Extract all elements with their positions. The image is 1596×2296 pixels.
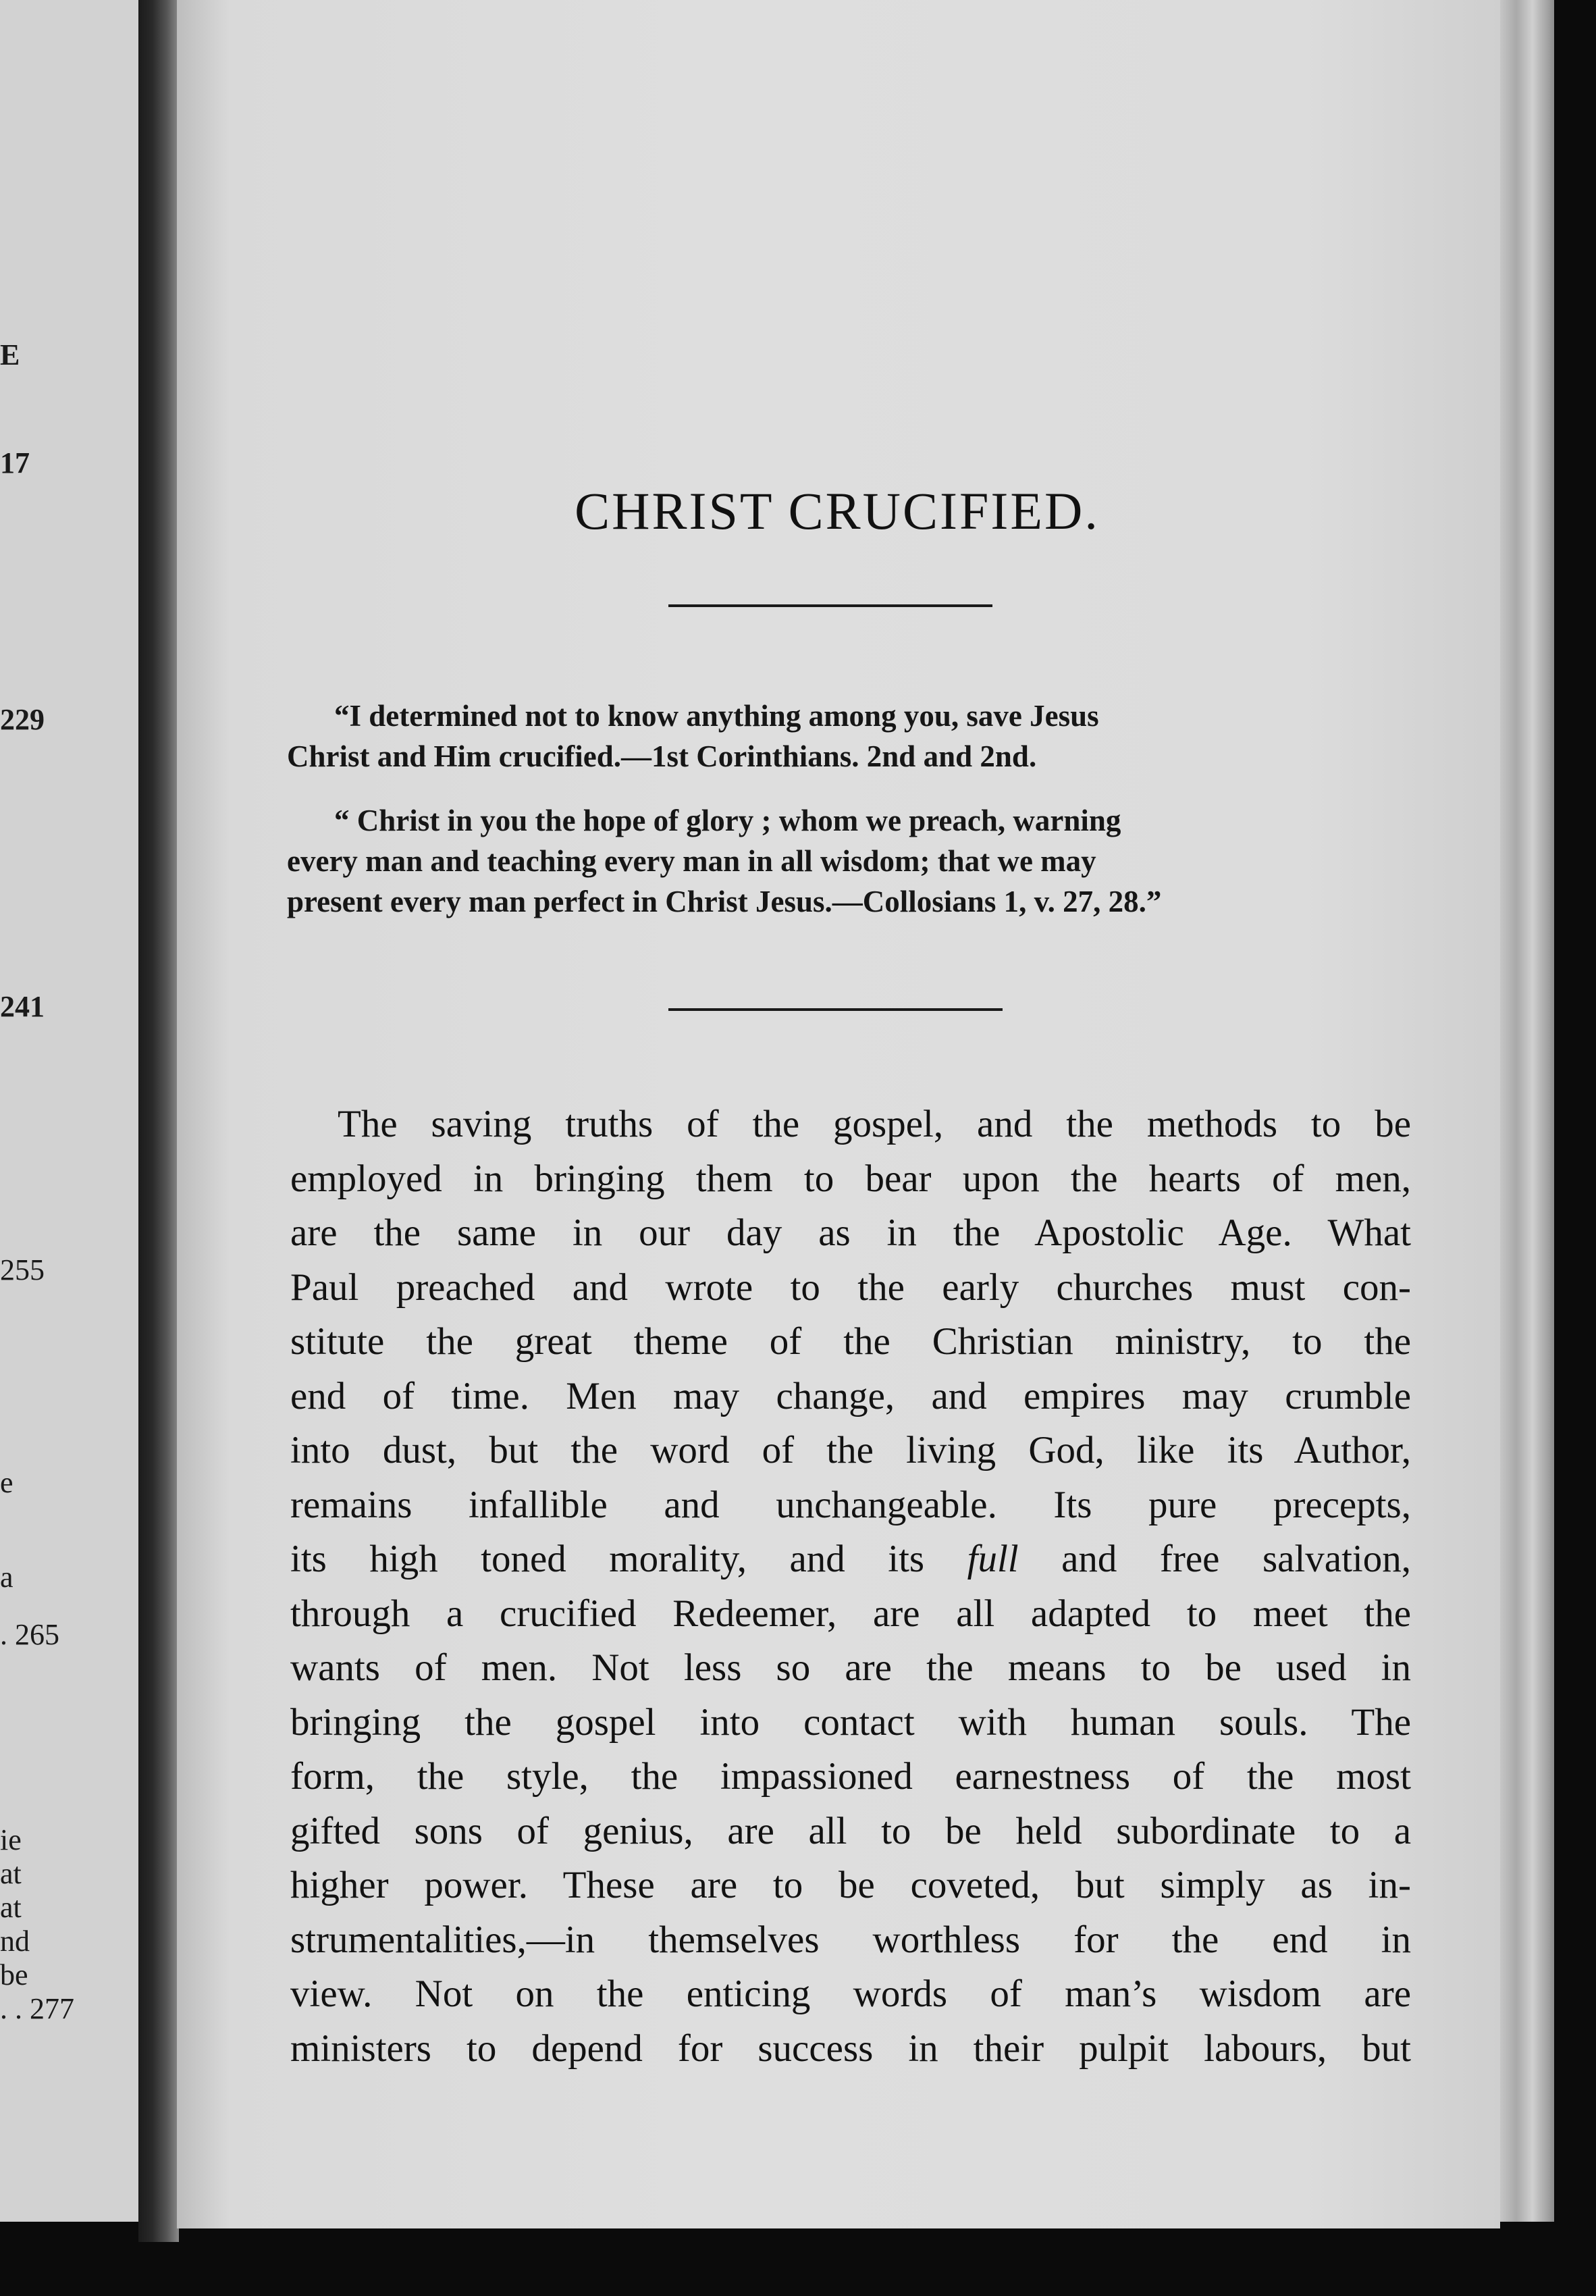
body-line: employed in bringing them to bear upon the hearts of men,: [290, 1157, 1411, 1200]
left-page-fragment: E: [0, 338, 20, 371]
body-line: into dust, but the word of the living God, like its Author,: [290, 1429, 1411, 1471]
body-line: The saving truths of the gospel, and the methods to be: [338, 1103, 1411, 1145]
left-page-fragment: a: [0, 1561, 14, 1594]
left-page-fragment: ie: [0, 1823, 22, 1856]
body-line: strumentalities,—in themselves worthless for the end in: [290, 1918, 1411, 1961]
left-page-fragment: at: [0, 1891, 22, 1924]
body-line-end: and free salvation,: [1018, 1538, 1411, 1580]
body-line: view. Not on the enticing words of man’s wisdom are: [290, 1973, 1411, 2015]
body-line-with-italic: [290, 1532, 1411, 1587]
epigraph-line: “I determined not to know anything among you, save Jesus: [334, 699, 1099, 733]
italic-word: full: [967, 1538, 1019, 1580]
left-page-fragment: nd: [0, 1925, 30, 1958]
epigraph-line: “ Christ in you the hope of glory ; whom we preach, warning: [334, 804, 1121, 837]
left-page-fragment: . . 277: [0, 1992, 74, 2025]
body-line: are the same in our day as in the Apostolic Age. What: [290, 1211, 1411, 1254]
epigraph-colossians: [287, 800, 1408, 922]
epigraph-line: Christ and Him crucified.—1st Corinthians. 2nd and 2nd.: [287, 739, 1037, 773]
book-gutter: [138, 0, 179, 2242]
body-line: form, the style, the impassioned earnestness of the most: [290, 1755, 1411, 1798]
body-line: through a crucified Redeemer, are all adapted to meet the: [290, 1592, 1411, 1635]
body-line: ministers to depend for success in their pulpit labours, but: [290, 2027, 1411, 2070]
body-line: stitute the great theme of the Christian ministry, to the: [290, 1320, 1411, 1363]
left-page-fragment: be: [0, 1958, 28, 1991]
left-page-fragment: 255: [0, 1253, 45, 1286]
previous-page-strip: [0, 0, 142, 2222]
body-line: Paul preached and wrote to the early churches must con-: [290, 1266, 1411, 1309]
title-divider: [668, 604, 992, 607]
body-line: remains infallible and unchangeable. Its pure precepts,: [290, 1483, 1411, 1526]
body-line-start: its high toned morality, and its: [290, 1538, 967, 1580]
body-paragraph: [290, 1097, 1411, 2076]
epigraph-corinthians: [287, 696, 1408, 777]
chapter-title: CHRIST CRUCIFIED.: [575, 481, 1100, 541]
page-edge: [1500, 0, 1554, 2222]
left-page-fragment: at: [0, 1857, 22, 1890]
left-page-fragment: . 265: [0, 1618, 59, 1651]
epigraph-line: every man and teaching every man in all wisdom; that we may: [287, 844, 1096, 878]
body-line: bringing the gospel into contact with human souls. The: [290, 1700, 1411, 1744]
body-line: gifted sons of genius, are all to be held subordinate to a: [290, 1809, 1411, 1852]
epigraph-line: present every man perfect in Christ Jesus.—Collosians 1, v. 27, 28.”: [287, 885, 1162, 918]
body-line: higher power. These are to be coveted, but simply as in-: [290, 1864, 1411, 1906]
left-page-fragment-stack: [0, 1823, 74, 2026]
left-page-fragment: 17: [0, 446, 30, 479]
body-line: end of time. Men may change, and empires may crumble: [290, 1374, 1411, 1417]
left-page-fragment: 241: [0, 990, 45, 1023]
left-page-fragment: 229: [0, 703, 45, 736]
left-page-fragment: e: [0, 1466, 14, 1499]
body-line: wants of men. Not less so are the means to be used in: [290, 1646, 1411, 1689]
epigraph-divider: [668, 1008, 1003, 1011]
